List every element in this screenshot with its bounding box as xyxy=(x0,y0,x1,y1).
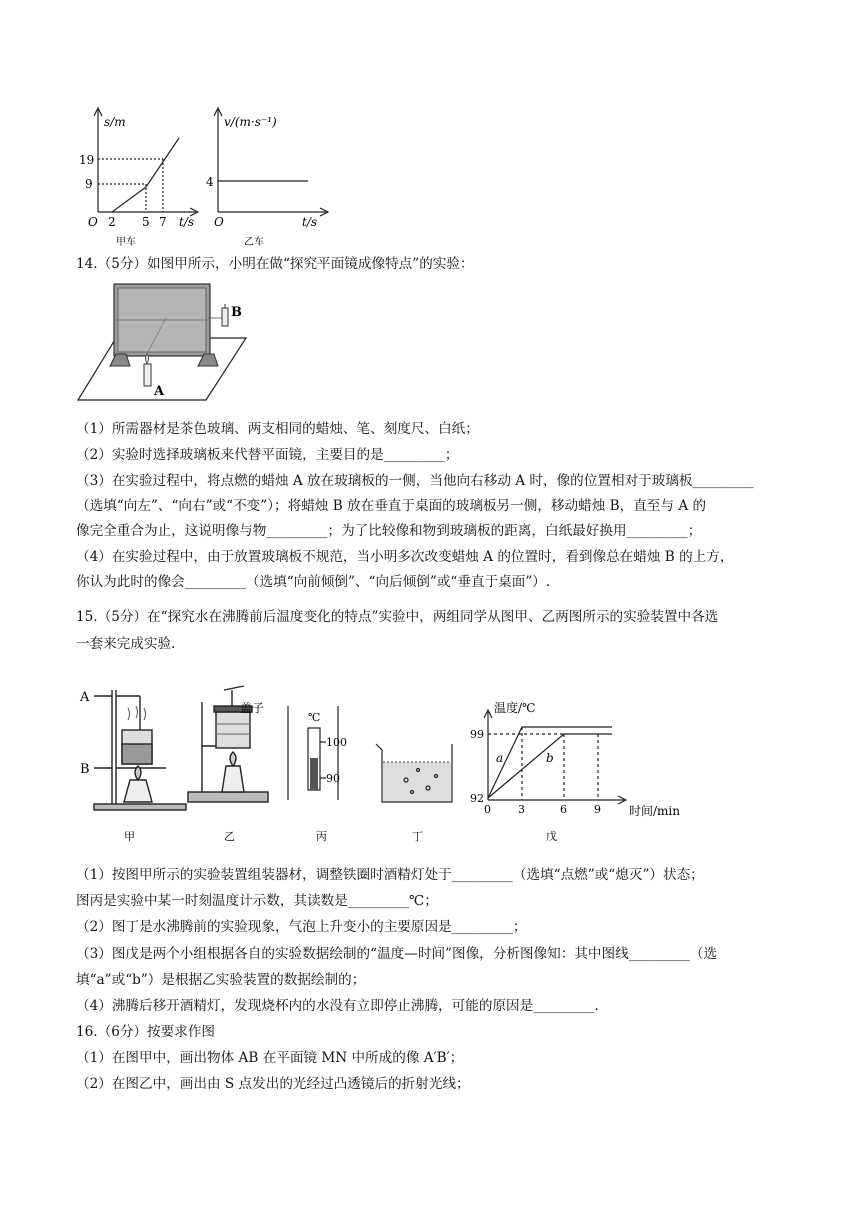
wu-x-tick-3: 3 xyxy=(518,803,525,816)
q15-title: 15.（5分）在“探究水在沸腾前后温度变化的特点”实验中，两组同学从图甲、乙两图所示的实验装置中各选 xyxy=(76,609,719,625)
caption-bing: 丙 xyxy=(316,830,327,843)
candle-b-label: B xyxy=(231,305,242,320)
caption-ding: 丁 xyxy=(412,830,423,843)
q14-title: 14.（5分）如图甲所示，小明在做“探究平面镜成像特点”的实验： xyxy=(76,256,474,272)
jia-y-axis-label: s/m xyxy=(104,115,126,129)
apparatus-jia xyxy=(94,690,186,810)
figure-15-boiling-setups xyxy=(76,672,704,852)
q14-line-5: 像完全重合为止，这说明像与物_________；为了比较像和物到玻璃板的距离，白纸最好换用_________； xyxy=(76,523,702,539)
wu-line-b-label: b xyxy=(546,751,554,765)
wu-x-tick-0: 0 xyxy=(484,803,491,816)
label-B: B xyxy=(80,762,90,777)
q15-line-4: （3）图戊是两个小组根据各自的实验数据绘制的“温度—时间”图像，分析图像知：其中图线_________（选 xyxy=(76,946,718,962)
wu-y-tick-99: 99 xyxy=(470,728,484,741)
q14-line-1: （1）所需器材是茶色玻璃、两支相同的蜡烛、笔、刻度尺、白纸； xyxy=(76,421,479,437)
jia-y-tick-19: 19 xyxy=(79,153,95,167)
q14-line-6: （4）在实验过程中，由于放置玻璃板不规范，当小明多次改变蜡烛 A 的位置时，看到像总在蜡烛 B 的上方， xyxy=(76,549,734,565)
wu-x-tick-6: 6 xyxy=(560,803,567,816)
jia-x-tick-5: 5 xyxy=(142,215,150,229)
caption-jia: 甲 xyxy=(124,830,135,843)
yi-x-axis-label: t/s xyxy=(302,215,318,229)
jia-x-tick-2: 2 xyxy=(108,215,116,229)
wu-x-tick-9: 9 xyxy=(594,803,601,816)
figure-13-graphs xyxy=(76,100,336,250)
wu-line-a-label: a xyxy=(496,751,504,765)
q16-line-2: （2）在图乙中，画出由 S 点发出的光经过凸透镜后的折射光线； xyxy=(76,1076,470,1092)
q15-line-3: （2）图丁是水沸腾前的实验现象，气泡上升变小的主要原因是_________； xyxy=(76,919,527,935)
label-A: A xyxy=(80,690,90,705)
thermometer-100: 100 xyxy=(326,736,347,749)
caption-yi: 乙 xyxy=(224,830,235,843)
q14-line-7: 你认为此时的像会_________（选填“向前倾倒”、“向后倾倒”或“垂直于桌面”）. xyxy=(76,574,551,590)
thermometer-unit: ℃ xyxy=(308,711,321,724)
jia-x-axis-label: t/s xyxy=(179,215,195,229)
q15-title-cont: 一套来完成实验. xyxy=(76,636,176,652)
q15-line-1: （1）按图甲所示的实验装置组装器材，调整铁圈时酒精灯处于_________（选填“点燃”或“熄灭”）状态； xyxy=(76,867,704,883)
q15-line-5: 填“a”或“b”）是根据乙实验装置的数据绘制的； xyxy=(76,972,366,988)
yi-y-axis-label: v/(m·s⁻¹) xyxy=(224,115,277,129)
q14-line-2: （2）实验时选择玻璃板来代替平面镜，主要目的是_________； xyxy=(76,447,459,463)
q15-line-6: （4）沸腾后移开酒精灯，发现烧杯内的水没有立即停止沸腾，可能的原因是_________. xyxy=(76,998,599,1014)
line-b xyxy=(488,734,612,798)
thermometer-90: 90 xyxy=(326,772,340,785)
beaker-ding xyxy=(376,744,452,802)
label-lid: 盖子 xyxy=(240,701,265,715)
jia-origin: O xyxy=(88,215,98,229)
q14-line-3: （3）在实验过程中，将点燃的蜡烛 A 放在玻璃板的一侧，当他向右移动 A 时，像的位置相对于玻璃板_________ xyxy=(76,473,754,489)
q14-line-4: （选填“向左”、“向右”或“不变”）；将蜡烛 B 放在垂直于桌面的玻璃板另一侧，移动蜡烛 B，直至与 A 的 xyxy=(76,498,707,514)
wu-y-tick-92: 92 xyxy=(470,792,484,805)
yi-origin: O xyxy=(214,215,224,229)
q16-title: 16.（6分）按要求作图 xyxy=(76,1024,216,1040)
yi-y-tick-4: 4 xyxy=(206,175,214,189)
caption-wu: 戊 xyxy=(546,830,557,843)
graph-wu xyxy=(484,710,626,804)
q16-line-1: （1）在图甲中，画出物体 AB 在平面镜 MN 中所成的像 A′B′； xyxy=(76,1050,464,1066)
candle-a-label: A xyxy=(154,384,165,399)
figure-14-mirror-setup xyxy=(76,278,248,404)
wu-x-axis-label: 时间/min xyxy=(629,804,680,818)
q15-line-2: 图丙是实验中某一时刻温度计示数，其读数是_________℃； xyxy=(76,893,438,909)
yi-caption: 乙车 xyxy=(244,237,264,248)
jia-y-tick-9: 9 xyxy=(85,177,93,191)
jia-caption: 甲车 xyxy=(116,237,136,248)
wu-y-axis-label: 温度/℃ xyxy=(494,701,536,715)
jia-x-tick-7: 7 xyxy=(159,215,167,229)
